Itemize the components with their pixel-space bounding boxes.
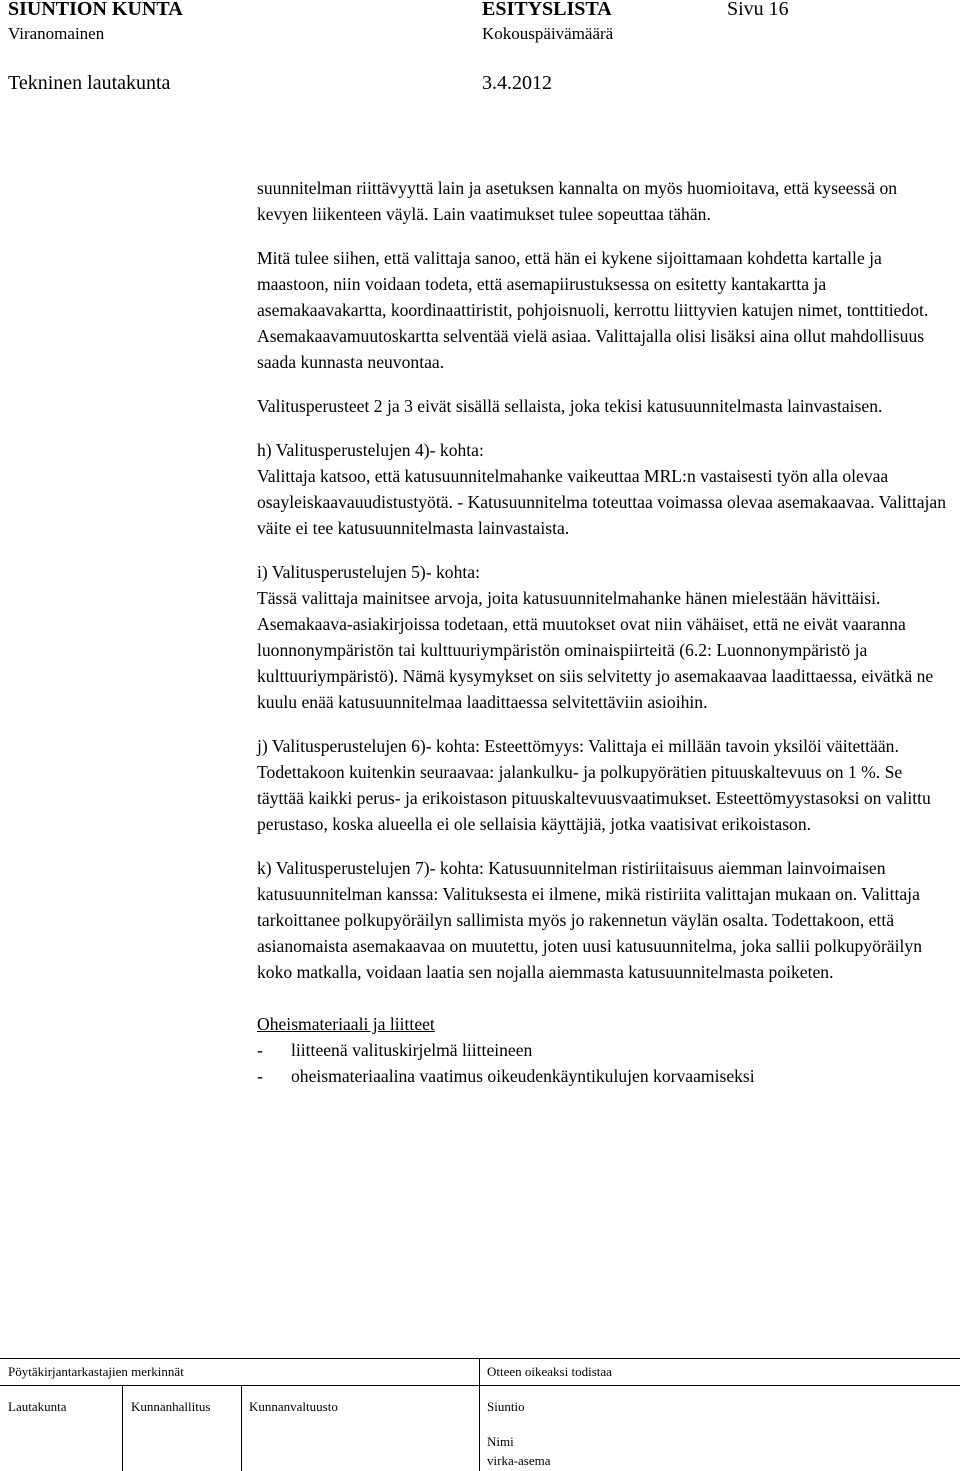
footer-mid-line bbox=[0, 1385, 960, 1386]
municipal-board-column-label: Kunnanhallitus bbox=[131, 1399, 211, 1414]
name-label: Nimi bbox=[487, 1434, 514, 1449]
section-i-text: Tässä valittaja mainitsee arvoja, joita katusuunnitelmahanke hänen mielestään hävittäisi. Asemakaava-asiakirjoissa todetaan, että muutokset ovat niin vähäiset, että ne eivät vaaranna luonnonympäristön tai kulttuuriympäristön ominaispiirteitä (6.2: Luonnonympäristö ja kulttuuriympäristö). Nämä kysymykset on siis selvitetty jo asemakaavaa laadittaessa, eivätkä ne kuulu enää katusuunnitelmaa laadittaessa selvitettäviin asioihin. bbox=[257, 588, 934, 712]
footer-divider bbox=[479, 1358, 480, 1471]
section-j-text: j) Valitusperustelujen 6)- kohta: Esteettömyys: Valittaja ei millään tavoin yksilöi väitettään. Todettakoon kuitenkin seuraavaa: jalankulku- ja polkupyörätien pituuskaltevuus on 1 %. Se täyttää kaikki perus- ja erikoistason pituuskaltevuusvaatimukset. Esteettömyystasoksi on valittu perustaso, koska alueella ei ole sellaisia käyttäjiä, jotka vaatisivat erikoistason. bbox=[257, 736, 931, 834]
section-h-text: Valittaja katsoo, että katusuunnitelmahanke vaikeuttaa MRL:n vastaisesti työn alla olevaa osayleiskaavauudistustyötä. - Katusuunnitelma toteuttaa voimassa olevaa asemakaavaa. Valittajan väite ei tee katusuunnitelmasta lainvastaista. bbox=[257, 466, 947, 538]
attachment-text: liitteenä valituskirjelmä liitteineen bbox=[291, 1040, 533, 1060]
attachment-text: oheismateriaalina vaatimus oikeudenkäyntikulujen korvaamiseksi bbox=[291, 1066, 755, 1086]
section-i-title: i) Valitusperustelujen 5)- kohta: bbox=[257, 562, 480, 582]
council-column-label: Kunnanvaltuusto bbox=[249, 1399, 338, 1414]
page-number: Sivu 16 bbox=[727, 0, 789, 20]
meeting-date: 3.4.2012 bbox=[482, 72, 552, 94]
list-dash: - bbox=[257, 1040, 263, 1060]
attachment-item bbox=[257, 1037, 947, 1063]
footer-table bbox=[0, 1358, 960, 1471]
footer-divider bbox=[122, 1385, 123, 1471]
footer-top-line bbox=[0, 1358, 960, 1359]
org-name: SIUNTION KUNTA bbox=[8, 0, 183, 20]
footer-divider bbox=[241, 1385, 242, 1471]
doc-type: ESITYSLISTA bbox=[482, 0, 612, 20]
certified-label: Otteen oikeaksi todistaa bbox=[487, 1364, 612, 1379]
authority-label: Viranomainen bbox=[8, 24, 105, 43]
position-label: virka-asema bbox=[487, 1453, 551, 1468]
paragraph-1: suunnitelman riittävyyttä lain ja asetuksen kannalta on myös huomioitava, että kyseessä on kevyen liikenteen väylä. Lain vaatimukset tulee sopeuttaa tähän. bbox=[257, 178, 898, 224]
meeting-date-label: Kokouspäivämäärä bbox=[482, 24, 614, 43]
attachment-item bbox=[257, 1063, 947, 1089]
board-name: Tekninen lautakunta bbox=[8, 72, 171, 94]
paragraph-3: Valitusperusteet 2 ja 3 eivät sisällä sellaista, joka tekisi katusuunnitelmasta lainvastaisen. bbox=[257, 396, 883, 416]
attachments-title: Oheismateriaali ja liitteet bbox=[257, 1014, 435, 1034]
board-column-label: Lautakunta bbox=[8, 1399, 67, 1414]
section-k-text: k) Valitusperustelujen 7)- kohta: Katusuunnitelman ristiriitaisuus aiemman lainvoimaisen katusuunnitelman kanssa: Valituksesta ei ilmene, mikä ristiriita valittajan mukaan on. Valittaja tarkoittanee polkupyöräilyn sallimista myös jo rakennetun väylän osalta. Todettakoon, että asianomaista asemakaavaa on muutettu, joten uusi katusuunnitelma, joka sallii polkupyöräilyn koko matkalla, voidaan laatia sen nojalla aiemmasta katusuunnitelmasta poiketen. bbox=[257, 858, 922, 982]
section-h-title: h) Valitusperustelujen 4)- kohta: bbox=[257, 440, 484, 460]
paragraph-2: Mitä tulee siihen, että valittaja sanoo, että hän ei kykene sijoittamaan kohdetta kartalle ja maastoon, niin voidaan todeta, että asemapiirustuksessa on esitetty kantakartta ja asemakaavakartta, koordinaattiristit, pohjoisnuoli, kerrottu liittyvien katujen nimet, tonttitiedot. Asemakaavamuutoskartta selventää vielä asiaa. Valittajalla olisi lisäksi aina ollut mahdollisuus saada kunnasta neuvontaa. bbox=[257, 248, 929, 372]
reviewers-label: Pöytäkirjantarkastajien merkinnät bbox=[8, 1364, 184, 1379]
document-body bbox=[257, 175, 947, 1089]
place-label: Siuntio bbox=[487, 1399, 525, 1414]
list-dash: - bbox=[257, 1066, 263, 1086]
